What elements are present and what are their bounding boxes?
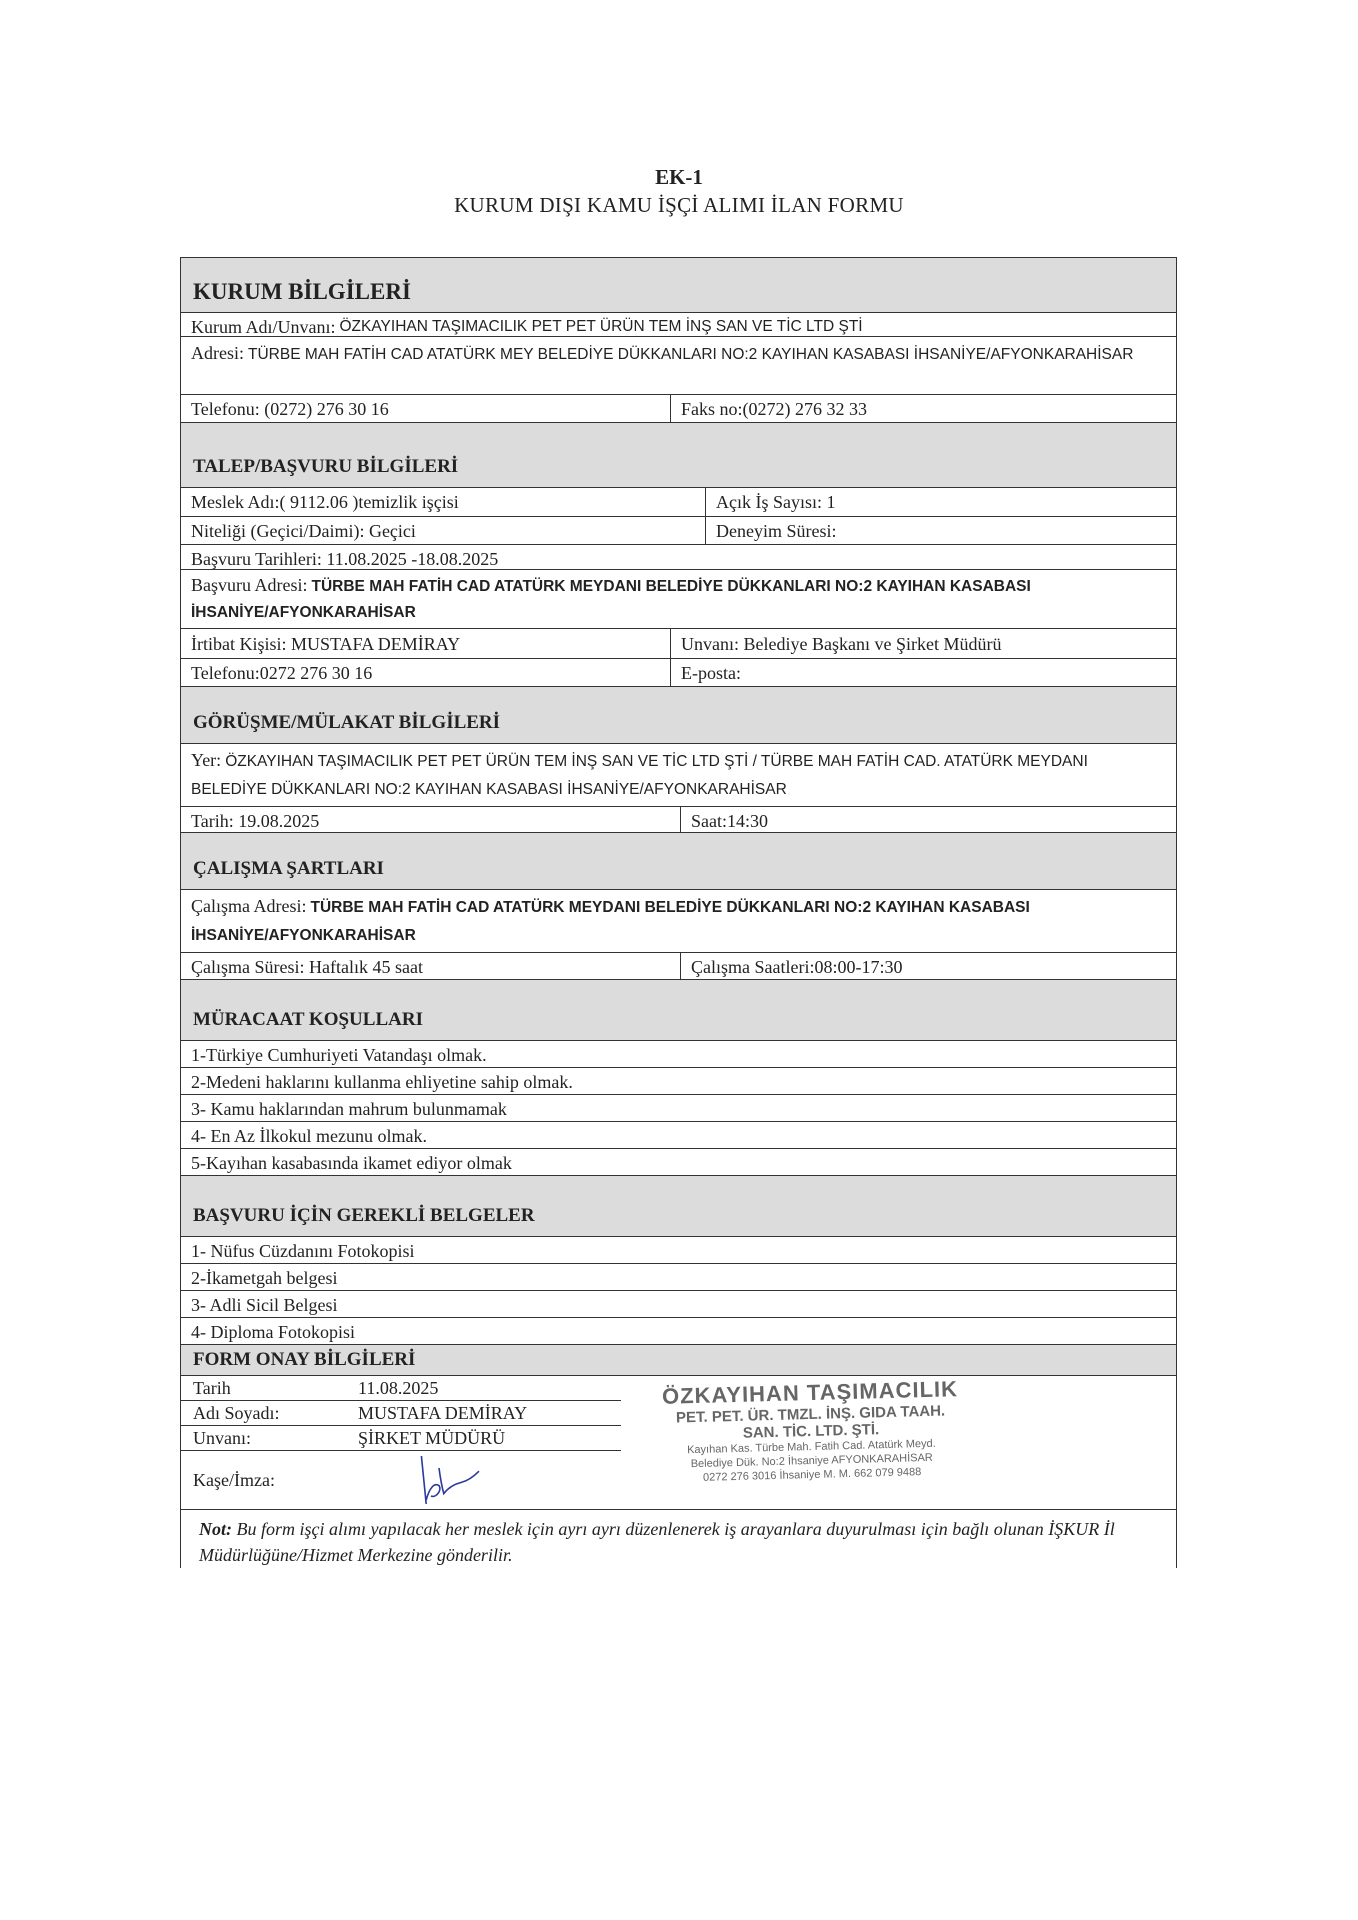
gorusme-tarih: Tarih: 19.08.2025 bbox=[181, 807, 681, 832]
irtibat-unvan: Unvanı: Belediye Başkanı ve Şirket Müdürü bbox=[681, 634, 1002, 654]
footer-note bbox=[181, 1510, 1176, 1568]
label: Çalışma Adresi: bbox=[191, 896, 307, 916]
value: ŞİRKET MÜDÜRÜ bbox=[358, 1428, 506, 1448]
irtibat-telefon: Telefonu:0272 276 30 16 bbox=[181, 659, 671, 686]
kurum-fax: Faks no:(0272) 276 32 33 bbox=[681, 399, 867, 419]
value: ÖZKAYIHAN TAŞIMACILIK PET PET ÜRÜN TEM İNŞ SAN VE TİC LTD ŞTİ / TÜRBE MAH FATİH CAD. ATATÜRK MEYDANI BELEDİYE DÜKKANLARI NO:2 KAYIHAN KASABASI İHSANİYE/AFYONKARAHİSAR bbox=[191, 753, 1088, 798]
section-gorusme-header: GÖRÜŞME/MÜLAKAT BİLGİLERİ bbox=[181, 687, 1176, 743]
section-kurum-header bbox=[181, 258, 1176, 313]
signature-icon bbox=[406, 1452, 496, 1508]
gorusme-saat: Saat:14:30 bbox=[691, 811, 768, 831]
annex-label: EK-1 bbox=[655, 165, 703, 189]
stamp-line: Belediye Dük. No:2 İhsaniye AFYONKARAHİSAR bbox=[690, 1451, 933, 1471]
basvuru-adresi bbox=[181, 570, 1176, 628]
muracaat-item: 2-Medeni haklarını kullanma ehliyetine sahip olmak. bbox=[191, 1072, 573, 1092]
label: Tarih bbox=[193, 1378, 231, 1398]
onay-unvan bbox=[181, 1426, 621, 1451]
section-talep-header: TALEP/BAŞVURU BİLGİLERİ bbox=[181, 423, 1176, 487]
belge-item: 2-İkametgah belgesi bbox=[191, 1268, 338, 1288]
stamp-line: PET. PET. ÜR. TMZL. İNŞ. GIDA TAAH. bbox=[675, 1402, 946, 1427]
label: Unvanı: bbox=[193, 1428, 251, 1448]
kurum-name bbox=[181, 313, 1176, 336]
label: Adı Soyadı: bbox=[193, 1403, 280, 1423]
label: Yer: bbox=[191, 750, 222, 770]
acik-is-sayisi: Açık İş Sayısı: 1 bbox=[716, 492, 836, 512]
calisma-suresi: Çalışma Süresi: Haftalık 45 saat bbox=[181, 953, 681, 979]
muracaat-item: 1-Türkiye Cumhuriyeti Vatandaşı olmak. bbox=[191, 1045, 487, 1065]
muracaat-item: 4- En Az İlkokul mezunu olmak. bbox=[191, 1126, 427, 1146]
note-label: Not: bbox=[199, 1519, 232, 1539]
onay-tarih bbox=[181, 1376, 621, 1401]
calisma-adresi bbox=[181, 890, 1176, 952]
value: TÜRBE MAH FATİH CAD ATATÜRK MEYDANI BELEDİYE DÜKKANLARI NO:2 KAYIHAN KASABASI İHSANİYE/AFYONKARAHİSAR bbox=[191, 578, 1031, 621]
section-belgeler-header: BAŞVURU İÇİN GEREKLİ BELGELER bbox=[181, 1176, 1176, 1236]
belge-item: 4- Diploma Fotokopisi bbox=[191, 1322, 356, 1342]
company-stamp bbox=[640, 1376, 983, 1487]
belge-item: 1- Nüfus Cüzdanını Fotokopisi bbox=[191, 1241, 415, 1261]
note-text: Bu form işçi alımı yapılacak her meslek için ayrı ayrı düzenlenerek iş arayanlara duyurulması için bağlı olunan İŞKUR İl Müdürlüğüne/Hizmet Merkezine gönderilir. bbox=[199, 1519, 1115, 1565]
value: TÜRBE MAH FATİH CAD ATATÜRK MEYDANI BELEDİYE DÜKKANLARI NO:2 KAYIHAN KASABASI İHSANİYE/AFYONKARAHİSAR bbox=[191, 899, 1030, 944]
value: ÖZKAYIHAN TAŞIMACILIK PET PET ÜRÜN TEM İNŞ SAN VE TİC LTD ŞTİ bbox=[339, 318, 863, 335]
stamp-line: ÖZKAYIHAN TAŞIMACILIK bbox=[661, 1376, 959, 1409]
stamp-line: SAN. TİC. LTD. ŞTİ. bbox=[742, 1421, 880, 1442]
muracaat-item: 5-Kayıhan kasabasında ikamet ediyor olmak bbox=[191, 1153, 512, 1173]
onay-ad bbox=[181, 1401, 621, 1426]
nitelik: Niteliği (Geçici/Daimi): Geçici bbox=[181, 517, 706, 544]
form-title: KURUM DIŞI KAMU İŞÇİ ALIMI İLAN FORMU bbox=[454, 193, 904, 217]
job-posting-form bbox=[180, 257, 1177, 1568]
gorusme-yer bbox=[181, 744, 1176, 806]
value: 11.08.2025 bbox=[358, 1378, 439, 1398]
section-heading: KURUM BİLGİLERİ bbox=[181, 258, 1176, 312]
stamp-line: 0272 276 3016 İhsaniye M. M. 662 079 9488 bbox=[702, 1466, 922, 1484]
label: Kurum Adı/Unvanı: bbox=[191, 317, 336, 337]
label: Kaşe/İmza: bbox=[193, 1470, 275, 1490]
meslek: Meslek Adı:( 9112.06 )temizlik işçisi bbox=[181, 488, 706, 516]
section-calisma-header: ÇALIŞMA ŞARTLARI bbox=[181, 833, 1176, 889]
deneyim-suresi: Deneyim Süresi: bbox=[716, 521, 837, 541]
value: MUSTAFA DEMİRAY bbox=[358, 1403, 528, 1423]
stamp-line: Kayıhan Kas. Türbe Mah. Fatih Cad. Atatürk Meyd. bbox=[686, 1437, 936, 1457]
onay-block bbox=[181, 1376, 1176, 1510]
onay-kase bbox=[181, 1451, 621, 1509]
section-muracaat-header: MÜRACAAT KOŞULLARI bbox=[181, 980, 1176, 1040]
kurum-phone: Telefonu: (0272) 276 30 16 bbox=[181, 395, 671, 422]
calisma-saatleri: Çalışma Saatleri:08:00-17:30 bbox=[691, 957, 903, 977]
irtibat-eposta: E-posta: bbox=[681, 663, 741, 683]
irtibat-kisisi: İrtibat Kişisi: MUSTAFA DEMİRAY bbox=[181, 629, 671, 658]
label: Adresi: bbox=[191, 343, 244, 363]
belge-item: 3- Adli Sicil Belgesi bbox=[191, 1295, 338, 1315]
section-onay-header: FORM ONAY BİLGİLERİ bbox=[181, 1345, 1176, 1375]
basvuru-tarihleri: Başvuru Tarihleri: 11.08.2025 -18.08.2025 bbox=[191, 549, 499, 569]
value: TÜRBE MAH FATİH CAD ATATÜRK MEY BELEDİYE DÜKKANLARI NO:2 KAYIHAN KASABASI İHSANİYE/AFYONKARAHİSAR bbox=[248, 346, 1134, 363]
muracaat-item: 3- Kamu haklarından mahrum bulunmamak bbox=[191, 1099, 507, 1119]
label: Başvuru Adresi: bbox=[191, 575, 308, 595]
kurum-address bbox=[181, 337, 1176, 394]
